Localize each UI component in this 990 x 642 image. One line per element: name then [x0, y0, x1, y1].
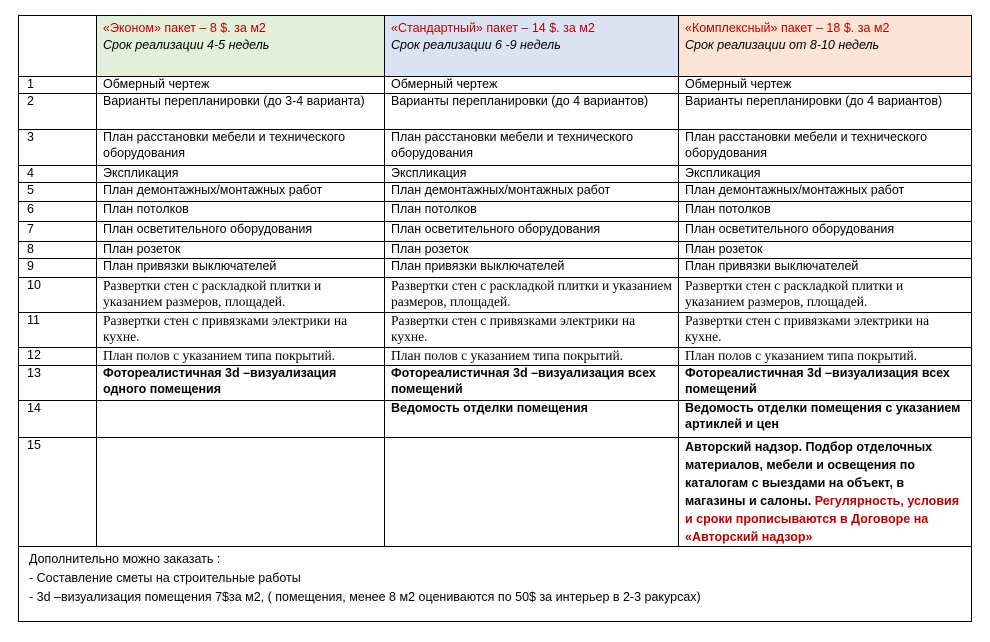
standard-cell: План расстановки мебели и технического оборудования	[385, 130, 679, 166]
complex-cell: План потолков	[679, 202, 972, 222]
row-number: 6	[19, 202, 97, 222]
standard-cell: Развертки стен с привязками электрики на кухне.	[385, 313, 679, 348]
econom-cell: Развертки стен с раскладкой плитки и указанием размеров, площадей.	[97, 278, 385, 313]
standard-cell: Обмерный чертеж	[385, 77, 679, 94]
row-number: 13	[19, 366, 97, 401]
complex-cell: План полов с указанием типа покрытий.	[679, 348, 972, 366]
standard-cell: План осветительного оборудования	[385, 222, 679, 242]
standard-cell: План полов с указанием типа покрытий.	[385, 348, 679, 366]
package-complex-header	[679, 16, 972, 77]
econom-cell: Развертки стен с привязками электрики на кухне.	[97, 313, 385, 348]
table-row	[19, 94, 972, 130]
complex-cell: План демонтажных/монтажных работ	[679, 183, 972, 202]
econom-cell: Варианты перепланировки (до 3-4 варианта)	[97, 94, 385, 130]
row-number: 4	[19, 166, 97, 183]
complex-cell: Фотореалистичная 3d –визуализация всех помещений	[679, 366, 972, 401]
econom-cell: План расстановки мебели и технического оборудования	[97, 130, 385, 166]
standard-cell: Экспликация	[385, 166, 679, 183]
econom-cell: План привязки выключателей	[97, 259, 385, 278]
econom-cell	[97, 438, 385, 547]
row-number: 10	[19, 278, 97, 313]
table-row	[19, 366, 972, 401]
package-standard-title: «Стандартный» пакет – 14 $. за м2	[391, 21, 595, 35]
extra-heading: Дополнительно можно заказать :	[29, 552, 221, 566]
complex-cell: Обмерный чертеж	[679, 77, 972, 94]
standard-cell: План привязки выключателей	[385, 259, 679, 278]
table-row	[19, 77, 972, 94]
standard-cell: Развертки стен с раскладкой плитки и указанием размеров, площадей.	[385, 278, 679, 313]
table-row	[19, 242, 972, 259]
complex-cell: Варианты перепланировки (до 4 вариантов)	[679, 94, 972, 130]
header-number-cell	[19, 16, 97, 77]
table-row	[19, 183, 972, 202]
extra-services-cell	[19, 547, 972, 622]
table-row	[19, 222, 972, 242]
econom-cell: Экспликация	[97, 166, 385, 183]
row-number: 15	[19, 438, 97, 547]
standard-cell: План потолков	[385, 202, 679, 222]
standard-cell	[385, 438, 679, 547]
econom-cell: План потолков	[97, 202, 385, 222]
row-number: 12	[19, 348, 97, 366]
standard-cell: План розеток	[385, 242, 679, 259]
complex-cell	[679, 438, 972, 547]
complex-cell: Развертки стен с раскладкой плитки и указанием размеров, площадей.	[679, 278, 972, 313]
standard-cell: Ведомость отделки помещения	[385, 401, 679, 438]
package-econom-header	[97, 16, 385, 77]
complex-cell: Ведомость отделки помещения с указанием артиклей и цен	[679, 401, 972, 438]
table-row	[19, 278, 972, 313]
package-econom-title: «Эконом» пакет – 8 $. за м2	[103, 21, 266, 35]
complex-cell: План расстановки мебели и технического оборудования	[679, 130, 972, 166]
row-number: 11	[19, 313, 97, 348]
complex-cell: План осветительного оборудования	[679, 222, 972, 242]
extra-item: - Составление сметы на строительные работы	[29, 571, 301, 585]
supervision-text: Авторский надзор. Подбор отделочных материалов, мебели и освещения по каталогам с выездами на объект, в магазины и салоны.	[685, 440, 933, 508]
row-number: 7	[19, 222, 97, 242]
econom-cell: План розеток	[97, 242, 385, 259]
table-row	[19, 259, 972, 278]
econom-cell: План демонтажных/монтажных работ	[97, 183, 385, 202]
complex-cell: Развертки стен с привязками электрики на кухне.	[679, 313, 972, 348]
row-number: 3	[19, 130, 97, 166]
complex-cell: План привязки выключателей	[679, 259, 972, 278]
row-number: 8	[19, 242, 97, 259]
econom-cell: Фотореалистичная 3d –визуализация одного помещения	[97, 366, 385, 401]
supervision-note: Регулярность, условия и сроки прописываются в Договоре на «Авторский надзор»	[685, 494, 959, 544]
table-row	[19, 313, 972, 348]
extra-item: - 3d –визуализация помещения 7$за м2, ( помещения, менее 8 м2 оцениваются по 50$ за интерьер в 2-3 ракурсах)	[29, 590, 701, 604]
standard-cell: Фотореалистичная 3d –визуализация всех помещений	[385, 366, 679, 401]
extra-row	[19, 547, 972, 622]
package-standard-header	[385, 16, 679, 77]
package-complex-term: Срок реализации от 8-10 недель	[685, 38, 880, 52]
econom-cell: План осветительного оборудования	[97, 222, 385, 242]
table-row	[19, 130, 972, 166]
header-row	[19, 16, 972, 77]
table-row	[19, 401, 972, 438]
row-number: 9	[19, 259, 97, 278]
complex-cell: План розеток	[679, 242, 972, 259]
standard-cell: План демонтажных/монтажных работ	[385, 183, 679, 202]
table-row	[19, 202, 972, 222]
table-row	[19, 166, 972, 183]
table-row	[19, 348, 972, 366]
package-complex-title: «Комплексный» пакет – 18 $. за м2	[685, 21, 890, 35]
row-number: 2	[19, 94, 97, 130]
row-number: 5	[19, 183, 97, 202]
row-number: 14	[19, 401, 97, 438]
econom-cell: Обмерный чертеж	[97, 77, 385, 94]
complex-cell: Экспликация	[679, 166, 972, 183]
standard-cell: Варианты перепланировки (до 4 вариантов)	[385, 94, 679, 130]
package-econom-term: Срок реализации 4-5 недель	[103, 38, 270, 52]
packages-table	[18, 15, 972, 622]
econom-cell: План полов с указанием типа покрытий.	[97, 348, 385, 366]
econom-cell	[97, 401, 385, 438]
row-number: 1	[19, 77, 97, 94]
table-row	[19, 438, 972, 547]
package-standard-term: Срок реализации 6 -9 недель	[391, 38, 561, 52]
